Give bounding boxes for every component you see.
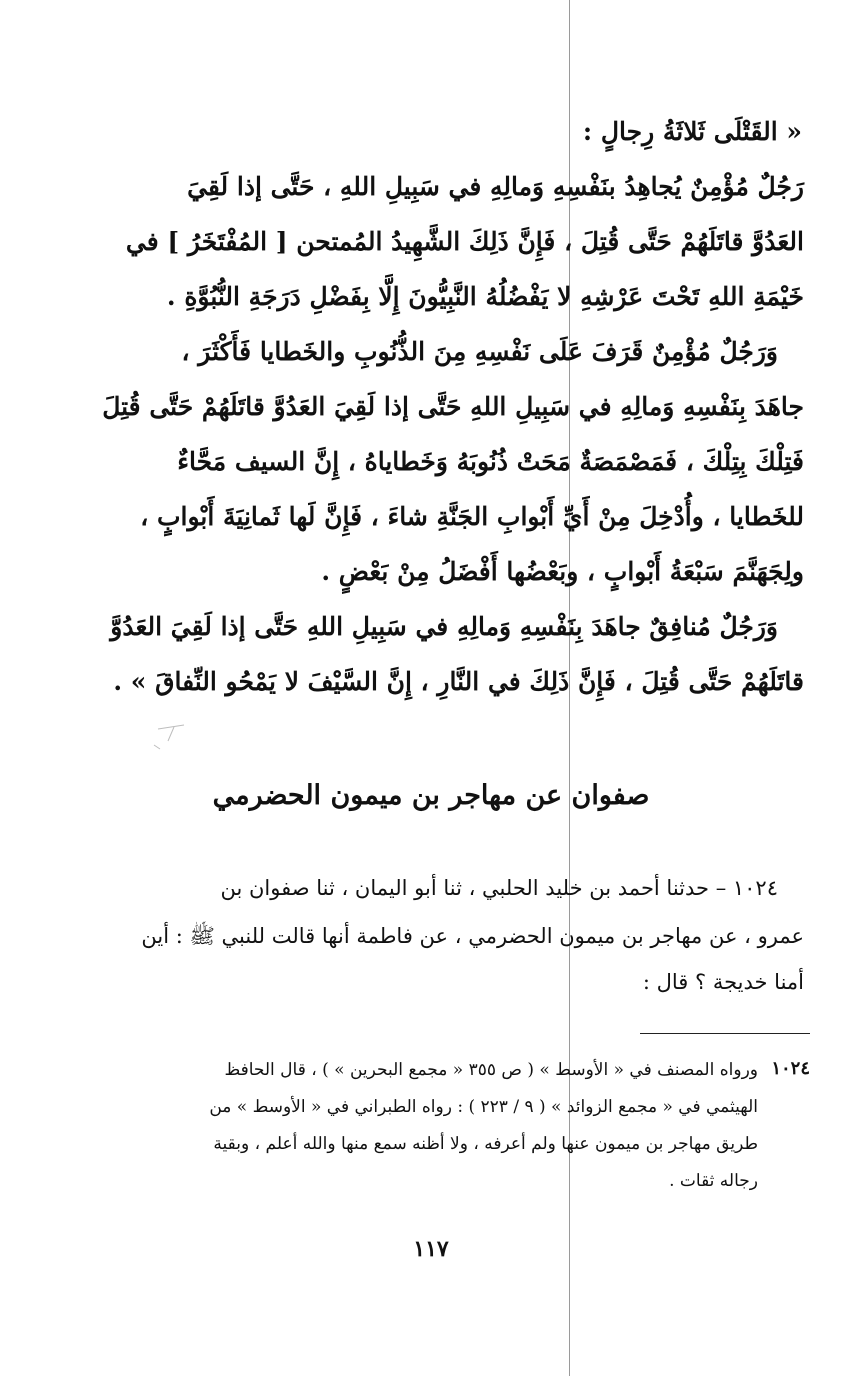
footnote-separator <box>640 1033 810 1034</box>
section-heading: صفوان عن مهاجر بن ميمون الحضرمي <box>212 780 650 811</box>
footnote-line-1: ورواه المصنف في « الأوسط » ( ص ٣٥٥ « مجمع البحرين » ) ، قال الحافظ <box>224 1060 758 1080</box>
hadith-line-4: خَيْمَةِ اللهِ تَحْتَ عَرْشِهِ لا يَفْضُلُهُ النَّبِيُّونَ إِلَّا بِفَضْلِ دَرَجَةِ النُّبُوَّةِ . <box>166 282 804 311</box>
narration-line-3: أمنا خديجة ؟ قال : <box>642 970 804 994</box>
hadith-line-7: فَتِلْكَ بِتِلْكَ ، فَمَصْمَصَةٌ مَحَتْ ذُنُوبَهُ وَخَطاياهُ ، إِنَّ السيف مَحَّاءٌ <box>177 447 804 476</box>
hadith-line-5: وَرَجُلٌ مُؤْمِنٌ قَرَفَ عَلَى نَفْسِهِ مِنَ الذُّنُوبِ والخَطايا فَأَكْثَرَ ، <box>181 337 778 366</box>
hadith-line-2: رَجُلٌ مُؤْمِنٌ يُجاهِدُ بنَفْسِهِ وَمالِهِ في سَبِيلِ اللهِ ، حَتَّى إذا لَقِيَ <box>187 172 804 201</box>
hadith-line-6: جاهَدَ بِنَفْسِهِ وَمالِهِ في سَبِيلِ اللهِ حَتَّى إذا لَقِيَ العَدُوَّ قاتَلَهُمْ حَتَّى قُتِلَ <box>102 392 804 421</box>
hadith-line-1: « القَتْلَى ثَلاثَةُ رِجالٍ : <box>582 117 802 146</box>
hadith-line-8: للخَطايا ، وأُدْخِلَ مِنْ أَيِّ أَبْوابِ الجَنَّةِ شاءَ ، فَإِنَّ لَها ثَمانِيَةَ أَبْوابٍ ، <box>140 502 804 531</box>
narration-line-1: ١٠٢٤ – حدثنا أحمد بن خليد الحلبي ، ثنا أبو اليمان ، ثنا صفوان بن <box>220 876 778 900</box>
page-number: ١١٧ <box>413 1236 449 1262</box>
hadith-line-3: العَدُوَّ قاتَلَهُمْ حَتَّى قُتِلَ ، فَإِنَّ ذَلِكَ الشَّهِيدُ المُمتحن [ المُفْتَخَرُ ] في <box>125 227 804 256</box>
scan-mark <box>150 715 198 755</box>
hadith-line-10: وَرَجُلٌ مُنافِقٌ جاهَدَ بِنَفْسِهِ وَمالِهِ في سَبِيلِ اللهِ حَتَّى إذا لَقِيَ العَدُوَّ <box>110 612 778 641</box>
narration-line-2: عمرو ، عن مهاجر بن ميمون الحضرمي ، عن فاطمة أنها قالت للنبي ﷺ : أين <box>141 924 804 948</box>
hadith-line-9: ولِجَهَنَّمَ سَبْعَةُ أَبْوابٍ ، وبَعْضُها أَفْضَلُ مِنْ بَعْضٍ . <box>321 557 804 586</box>
footnote-line-3: طريق مهاجر بن ميمون عنها ولم أعرفه ، ولا أظنه سمع منها والله أعلم ، وبقية <box>213 1134 758 1154</box>
hadith-line-11: قاتَلَهُمْ حَتَّى قُتِلَ ، فَإِنَّ ذَلِكَ في النَّارِ ، إِنَّ السَّيْفَ لا يَمْحُو النِّفاقَ » . <box>113 667 804 696</box>
footnote-line-4: رجاله ثقات . <box>669 1171 758 1191</box>
footnote-line-2: الهيثمي في « مجمع الزوائد » ( ٩ / ٢٢٣ ) : رواه الطبراني في « الأوسط » من <box>209 1097 758 1117</box>
footnote-number: ١٠٢٤ <box>771 1058 810 1079</box>
